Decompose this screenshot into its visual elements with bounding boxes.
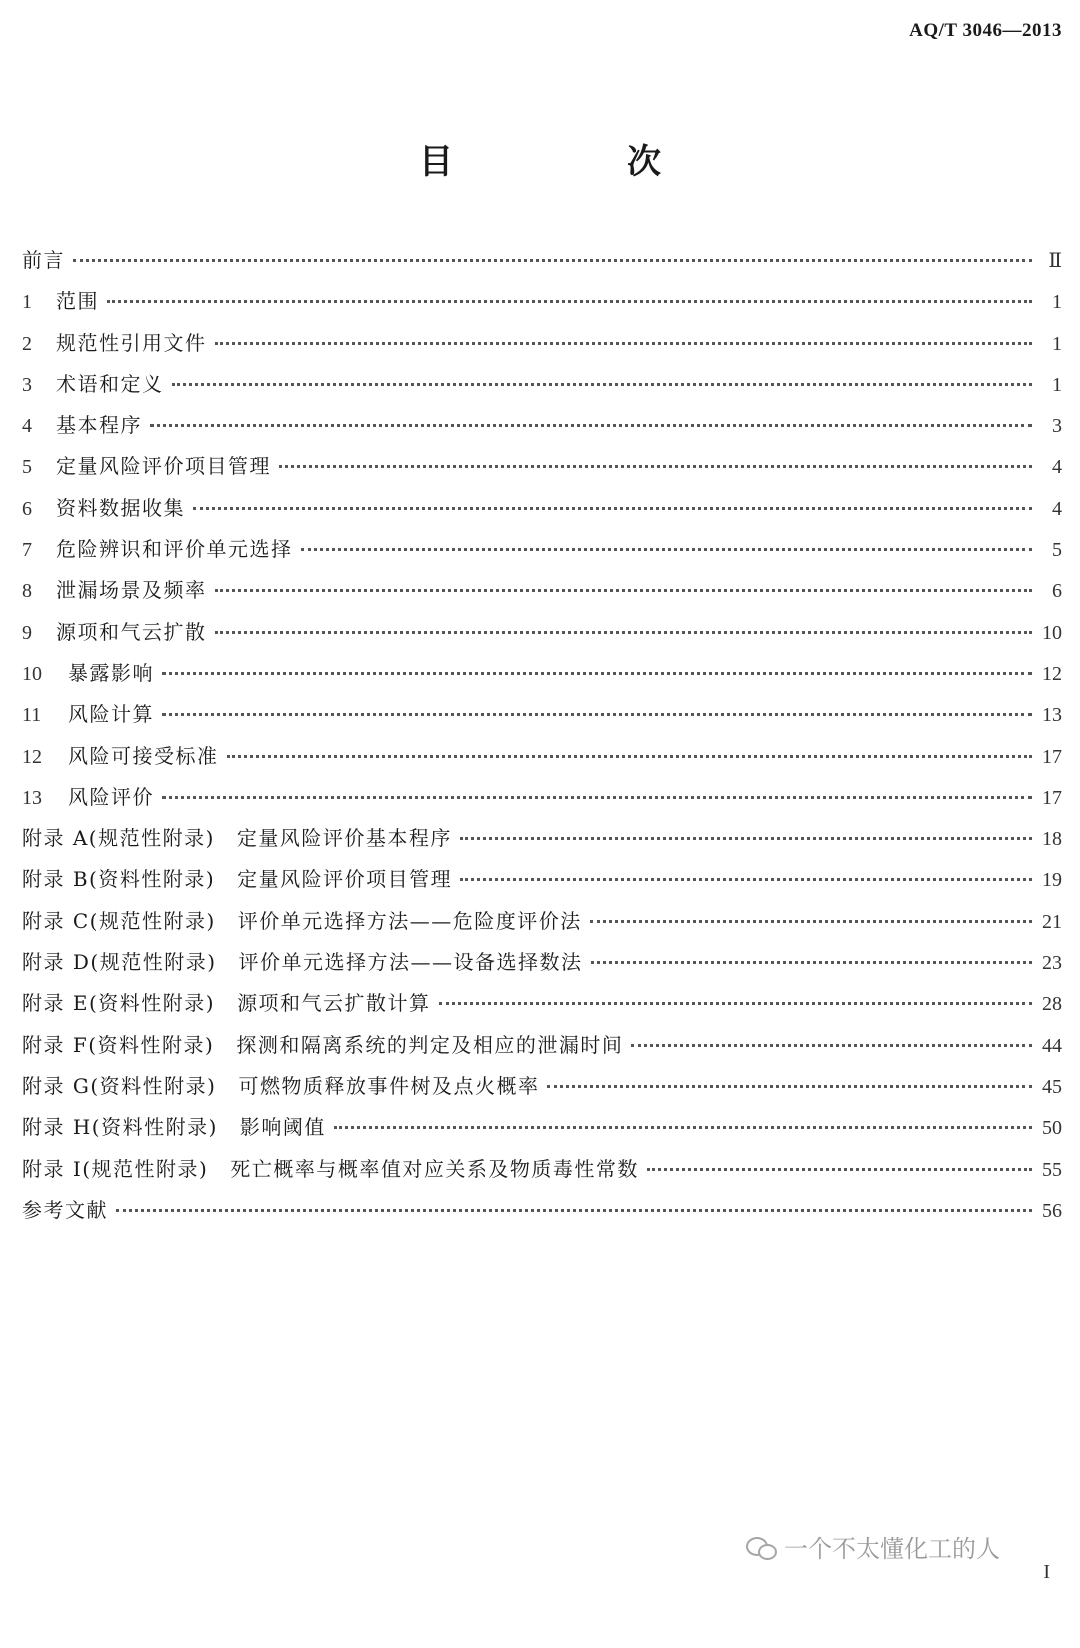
toc-entry[interactable]: [22, 863, 1062, 904]
toc-entry[interactable]: [22, 368, 1062, 409]
toc-entry-page: 21: [1042, 910, 1062, 933]
toc-entry-label: [22, 822, 452, 851]
toc-entry-title: 参考文献: [22, 1197, 108, 1222]
toc-entry-subtitle: 评价单元选择方法——危险度评价法: [237, 908, 582, 933]
watermark-text: 一个不太懂化工的人: [784, 1535, 1000, 1563]
toc-entry-title: 泄漏场景及频率: [56, 578, 207, 603]
toc-entry-title: 基本程序: [56, 413, 142, 438]
standard-code: AQ/T 3046—2013: [909, 20, 1062, 41]
toc-entry-subtitle: 可燃物质释放事件树及点火概率: [238, 1073, 540, 1098]
toc-entry[interactable]: [22, 946, 1062, 987]
toc-entry-number: 10: [22, 662, 42, 685]
toc-entry-title: 资料数据收集: [56, 495, 185, 520]
dot-leader: [215, 631, 1033, 634]
toc-entry-number: 8: [22, 580, 32, 603]
dot-leader: [460, 878, 1032, 881]
toc-entry-subtitle: 定量风险评价项目管理: [237, 867, 453, 892]
toc-entry-label: [56, 368, 164, 397]
dot-leader: [279, 465, 1032, 468]
toc-entry[interactable]: [22, 1111, 1062, 1152]
dot-leader: [172, 383, 1033, 386]
toc-entry[interactable]: [22, 533, 1062, 574]
toc-entry-label: [56, 327, 207, 356]
toc-entry-number: 1: [22, 291, 32, 314]
toc-entry-label: [56, 450, 271, 479]
toc-entry-subtitle: 探测和隔离系统的判定及相应的泄漏时间: [236, 1032, 624, 1057]
dot-leader: [193, 507, 1032, 510]
toc-entry-page: 45: [1042, 1075, 1062, 1098]
toc-entry-page: 56: [1042, 1199, 1062, 1222]
toc-entry-label: [22, 1194, 108, 1223]
toc-entry-label: [68, 781, 154, 810]
toc-entry-page: 4: [1052, 497, 1062, 520]
dot-leader: [162, 672, 1032, 675]
toc-entry-page: 19: [1042, 869, 1062, 892]
toc-entry-title: 附录 B(资料性附录): [22, 867, 216, 892]
toc-entry-page: 12: [1042, 662, 1062, 685]
toc-entry-page: 13: [1042, 704, 1062, 727]
dot-leader: [150, 424, 1032, 427]
toc-entry-number: 6: [22, 497, 32, 520]
toc-entry-page: Ⅱ: [1048, 250, 1062, 272]
toc-entry-number: 2: [22, 332, 32, 355]
dot-leader: [334, 1126, 1032, 1129]
toc-entry-title: 术语和定义: [56, 371, 164, 396]
toc-entry-title: 附录 I(规范性附录): [22, 1156, 209, 1181]
dot-leader: [439, 1002, 1032, 1005]
toc-entry-label: [22, 1029, 623, 1058]
toc-entry-title: 附录 C(规范性附录): [22, 908, 216, 933]
toc-entry-number: 9: [22, 621, 32, 644]
toc-entry-title: 附录 G(资料性附录): [22, 1073, 217, 1098]
toc-entry[interactable]: [22, 285, 1062, 326]
toc-entry[interactable]: [22, 244, 1062, 285]
toc-entry[interactable]: [22, 657, 1062, 698]
toc-entry-title: 暴露影响: [68, 660, 154, 685]
toc-entry-subtitle: 死亡概率与概率值对应关系及物质毒性常数: [230, 1156, 639, 1181]
toc-entry[interactable]: [22, 450, 1062, 491]
dot-leader: [301, 548, 1033, 551]
toc-entry-label: [56, 409, 142, 438]
table-of-contents: [22, 244, 1062, 1235]
toc-entry[interactable]: [22, 327, 1062, 368]
toc-entry-page: 1: [1052, 291, 1062, 314]
dot-leader: [547, 1085, 1032, 1088]
toc-entry[interactable]: [22, 1070, 1062, 1111]
toc-entry-label: [56, 492, 185, 521]
toc-entry-page: 44: [1042, 1034, 1062, 1057]
toc-entry-label: [22, 863, 452, 892]
toc-entry[interactable]: [22, 1153, 1062, 1194]
dot-leader: [162, 713, 1032, 716]
toc-entry-label: [68, 698, 154, 727]
toc-entry[interactable]: [22, 822, 1062, 863]
toc-entry-page: 55: [1042, 1158, 1062, 1181]
toc-entry-title: 风险计算: [68, 702, 154, 727]
toc-entry[interactable]: [22, 698, 1062, 739]
toc-entry[interactable]: [22, 740, 1062, 781]
toc-entry-page: 1: [1052, 373, 1062, 396]
dot-leader: [73, 259, 1032, 262]
page-title: 目 次: [419, 142, 731, 182]
toc-entry-title: 附录 F(资料性附录): [22, 1032, 215, 1057]
toc-entry-number: 5: [22, 456, 32, 479]
toc-entry-page: 1: [1052, 332, 1062, 355]
toc-entry-number: 7: [22, 539, 32, 562]
toc-entry-page: 17: [1042, 745, 1062, 768]
toc-entry-number: 13: [22, 786, 42, 809]
toc-entry-page: 17: [1042, 786, 1062, 809]
toc-entry-title: 附录 E(资料性附录): [22, 991, 216, 1016]
toc-entry[interactable]: [22, 492, 1062, 533]
toc-entry[interactable]: [22, 905, 1062, 946]
toc-entry-number: 11: [22, 704, 42, 727]
toc-entry[interactable]: [22, 1029, 1062, 1070]
toc-entry-label: [22, 1070, 539, 1099]
toc-entry-title: 规范性引用文件: [56, 330, 207, 355]
dot-leader: [647, 1168, 1032, 1171]
toc-entry-page: 18: [1042, 828, 1062, 851]
toc-entry-label: [68, 740, 219, 769]
toc-entry[interactable]: [22, 574, 1062, 615]
toc-entry-page: 10: [1042, 621, 1062, 644]
toc-entry[interactable]: [22, 409, 1062, 450]
dot-leader: [591, 961, 1033, 964]
toc-entry-page: 28: [1042, 993, 1062, 1016]
toc-entry-label: [56, 285, 99, 314]
toc-entry-subtitle: 定量风险评价基本程序: [236, 826, 452, 851]
toc-entry-label: [22, 905, 582, 934]
toc-entry[interactable]: [22, 1194, 1062, 1235]
toc-entry-label: [68, 657, 154, 686]
toc-entry-label: [56, 616, 207, 645]
toc-entry-number: 4: [22, 415, 32, 438]
toc-entry-title: 危险辨识和评价单元选择: [56, 537, 293, 562]
toc-entry-label: [22, 946, 583, 975]
toc-entry[interactable]: [22, 616, 1062, 657]
toc-entry-subtitle: 评价单元选择方法——设备选择数法: [238, 950, 583, 975]
dot-leader: [590, 920, 1032, 923]
dot-leader: [116, 1209, 1032, 1212]
dot-leader: [215, 342, 1033, 345]
toc-entry-subtitle: 影响阈值: [239, 1115, 326, 1140]
toc-entry-page: 50: [1042, 1117, 1062, 1140]
toc-entry-title: 风险可接受标准: [68, 743, 219, 768]
toc-entry[interactable]: [22, 987, 1062, 1028]
wechat-icon: [746, 1535, 776, 1559]
toc-entry-label: [22, 244, 65, 273]
toc-entry-title: 前言: [22, 248, 65, 272]
dot-leader: [107, 300, 1032, 303]
toc-entry-title: 附录 A(规范性附录): [22, 826, 215, 851]
dot-leader: [631, 1044, 1032, 1047]
toc-entry-subtitle: 源项和气云扩散计算: [237, 991, 431, 1016]
toc-entry-label: [56, 574, 207, 603]
toc-entry-title: 风险评价: [68, 784, 154, 809]
toc-entry-label: [22, 1111, 326, 1140]
toc-entry-title: 附录 H(资料性附录): [22, 1115, 218, 1140]
dot-leader: [215, 589, 1033, 592]
toc-entry-page: 23: [1042, 952, 1062, 975]
toc-entry-number: 3: [22, 373, 32, 396]
toc-entry-label: [22, 1153, 639, 1182]
toc-entry-title: 定量风险评价项目管理: [56, 454, 271, 479]
toc-entry-page: 4: [1052, 456, 1062, 479]
dot-leader: [162, 796, 1032, 799]
dot-leader: [460, 837, 1032, 840]
toc-entry-page: 6: [1052, 580, 1062, 603]
toc-entry-page: 5: [1052, 539, 1062, 562]
toc-entry-number: 12: [22, 745, 42, 768]
page-number: I: [1043, 1561, 1050, 1583]
toc-entry-title: 附录 D(规范性附录): [22, 950, 217, 975]
dot-leader: [227, 755, 1033, 758]
watermark: [746, 1529, 1000, 1564]
toc-entry-title: 源项和气云扩散: [56, 619, 207, 644]
toc-entry-label: [22, 987, 431, 1016]
toc-entry[interactable]: [22, 781, 1062, 822]
toc-entry-page: 3: [1052, 415, 1062, 438]
toc-entry-label: [56, 533, 293, 562]
toc-entry-title: 范围: [56, 289, 99, 314]
